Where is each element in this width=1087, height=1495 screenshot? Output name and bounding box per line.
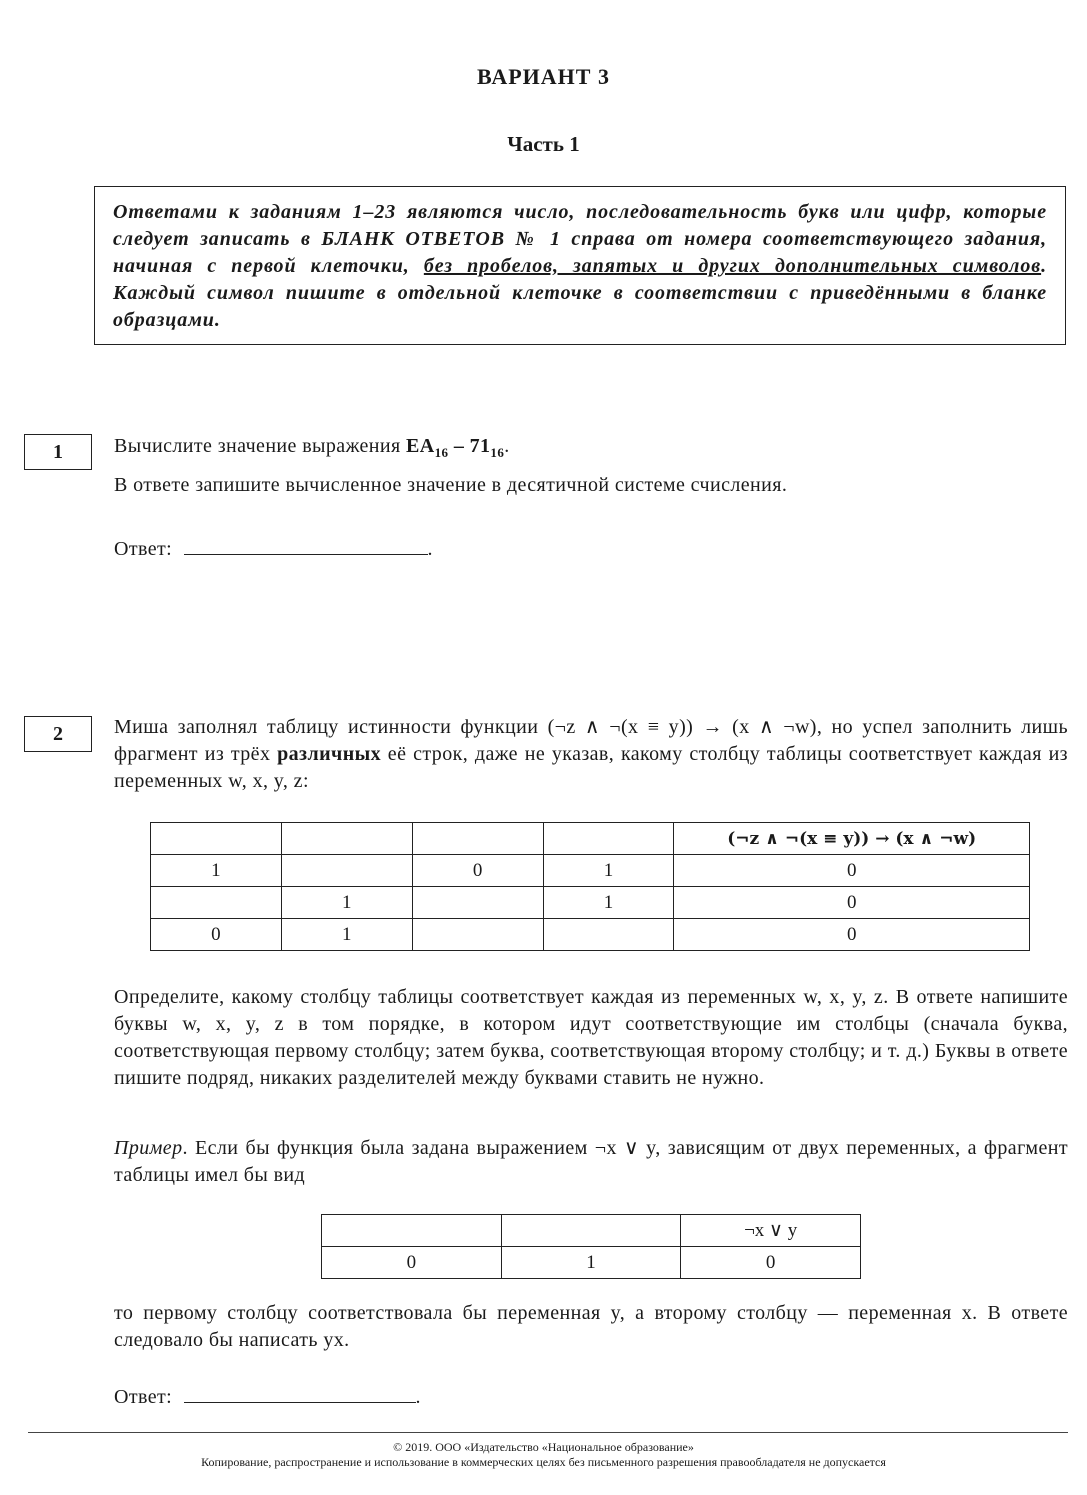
table-cell: [543, 919, 674, 951]
instructions-text-b: . Каждый символ пишите в отдельной клеточке в соответствии с приведёнными в бланке образцами.: [113, 255, 1047, 331]
example-table-function-header: ¬x ∨ y: [681, 1215, 861, 1247]
table-cell: 0: [412, 855, 543, 887]
table-cell: 0: [322, 1247, 502, 1279]
task1-q-end: .: [504, 435, 510, 457]
task2-answer-label: Ответ:: [114, 1386, 173, 1408]
table-cell: 0: [681, 1247, 861, 1279]
example-table: [321, 1214, 861, 1279]
task1-answer: [114, 536, 1068, 563]
part-title: Часть 1: [507, 132, 580, 156]
example-table-header-cell: [322, 1215, 502, 1247]
table-row: [151, 887, 1030, 919]
task1-number: 1: [24, 434, 92, 470]
task1-question: [114, 433, 1068, 466]
truth-table-function-header: (¬z ∧ ¬(x ≡ y)) → (x ∧ ¬w): [674, 823, 1030, 855]
truth-table-header-cell: [412, 823, 543, 855]
task1-expr-a: EA: [406, 435, 435, 457]
table-cell: [151, 887, 282, 919]
table-cell: 1: [543, 855, 674, 887]
table-cell: 0: [674, 919, 1030, 951]
truth-table-header-row: [151, 823, 1030, 855]
task2-intro-bold: различных: [277, 743, 382, 765]
task1-sub-a: 16: [434, 445, 449, 460]
task1-line2: В ответе запишите вычисленное значение в десятичной системе счисления.: [114, 474, 788, 496]
table-cell: 0: [674, 887, 1030, 919]
table-row: [151, 855, 1030, 887]
table-cell: [412, 887, 543, 919]
table-cell: 0: [674, 855, 1030, 887]
task1-answer-field[interactable]: [184, 536, 428, 555]
example-table-header-row: [322, 1215, 861, 1247]
task2-intro: [114, 714, 1068, 795]
table-cell: [412, 919, 543, 951]
instructions-text-a: Ответами к заданиям 1–23 являются число, последовательность букв или цифр, которые следует записать в БЛАНК ОТВЕТОВ № 1 справа от номера соответствующего задания, начиная с первой клеточки,: [113, 201, 1047, 277]
instructions-box: [94, 186, 1066, 345]
task2-answer-end: .: [415, 1386, 421, 1408]
footer-notice: Копирование, распространение и использование в коммерческих целях без письменного разрешения правообладателя не допускается: [201, 1455, 886, 1469]
task2-example-text: . Если бы функция была задана выражением ¬x ∨ y, зависящим от двух переменных, а фрагмент таблицы имел бы вид: [114, 1137, 1068, 1186]
task2-intro-b: её строк, даже не указав, какому столбцу таблицы соответствует каждая из переменных w, x, y, z:: [114, 743, 1068, 792]
truth-table-header-cell: [281, 823, 412, 855]
task2-example: [114, 1135, 1068, 1189]
task2-answer-field[interactable]: [184, 1384, 416, 1403]
task1-answer-end: .: [427, 538, 433, 560]
truth-table-header-cell: [151, 823, 282, 855]
truth-table: [150, 822, 1030, 951]
instructions-underlined: без пробелов, запятых и других дополнительных символов: [423, 255, 1042, 277]
task1-expr-minus: – 71: [448, 435, 491, 457]
task2-example-label: Пример: [114, 1137, 183, 1159]
table-cell: 1: [543, 887, 674, 919]
task1-answer-label: Ответ:: [114, 538, 173, 560]
table-row: [322, 1247, 861, 1279]
table-cell: 0: [151, 919, 282, 951]
task2-number: 2: [24, 716, 92, 752]
task2-conclusion: то первому столбцу соответствовала бы переменная y, а второму столбцу — переменная x. В ответе следовало бы написать yx.: [114, 1302, 1068, 1351]
task1-sub-b: 16: [490, 445, 505, 460]
task2-instructions: Определите, какому столбцу таблицы соответствует каждая из переменных w, x, y, z. В ответе напишите буквы w, x, y, z в том порядке, в котором идут соответствующие им столбцы (сначала буква, соответствующая первому столбцу; затем буква, соответствующая второму столбцу; и т. д.) Буквы в ответе пишите подряд, никаких разделителей между буквами ставить не нужно.: [114, 986, 1068, 1089]
task2-intro-a: Миша заполнял таблицу истинности функции (¬z ∧ ¬(x ≡ y)) → (x ∧ ¬w), но успел заполнить лишь фрагмент из трёх: [114, 716, 1068, 765]
table-cell: 1: [281, 919, 412, 951]
variant-title: ВАРИАНТ 3: [477, 64, 610, 89]
task2-answer: [114, 1384, 1068, 1411]
task1-q-prefix: Вычислите значение выражения: [114, 435, 407, 457]
footer-divider: [28, 1432, 1068, 1433]
table-cell: 1: [501, 1247, 681, 1279]
truth-table-header-cell: [543, 823, 674, 855]
table-row: [151, 919, 1030, 951]
footer-copyright: © 2019. ООО «Издательство «Национальное образование»: [393, 1440, 694, 1454]
table-cell: 1: [281, 887, 412, 919]
table-cell: [281, 855, 412, 887]
table-cell: 1: [151, 855, 282, 887]
example-table-header-cell: [501, 1215, 681, 1247]
